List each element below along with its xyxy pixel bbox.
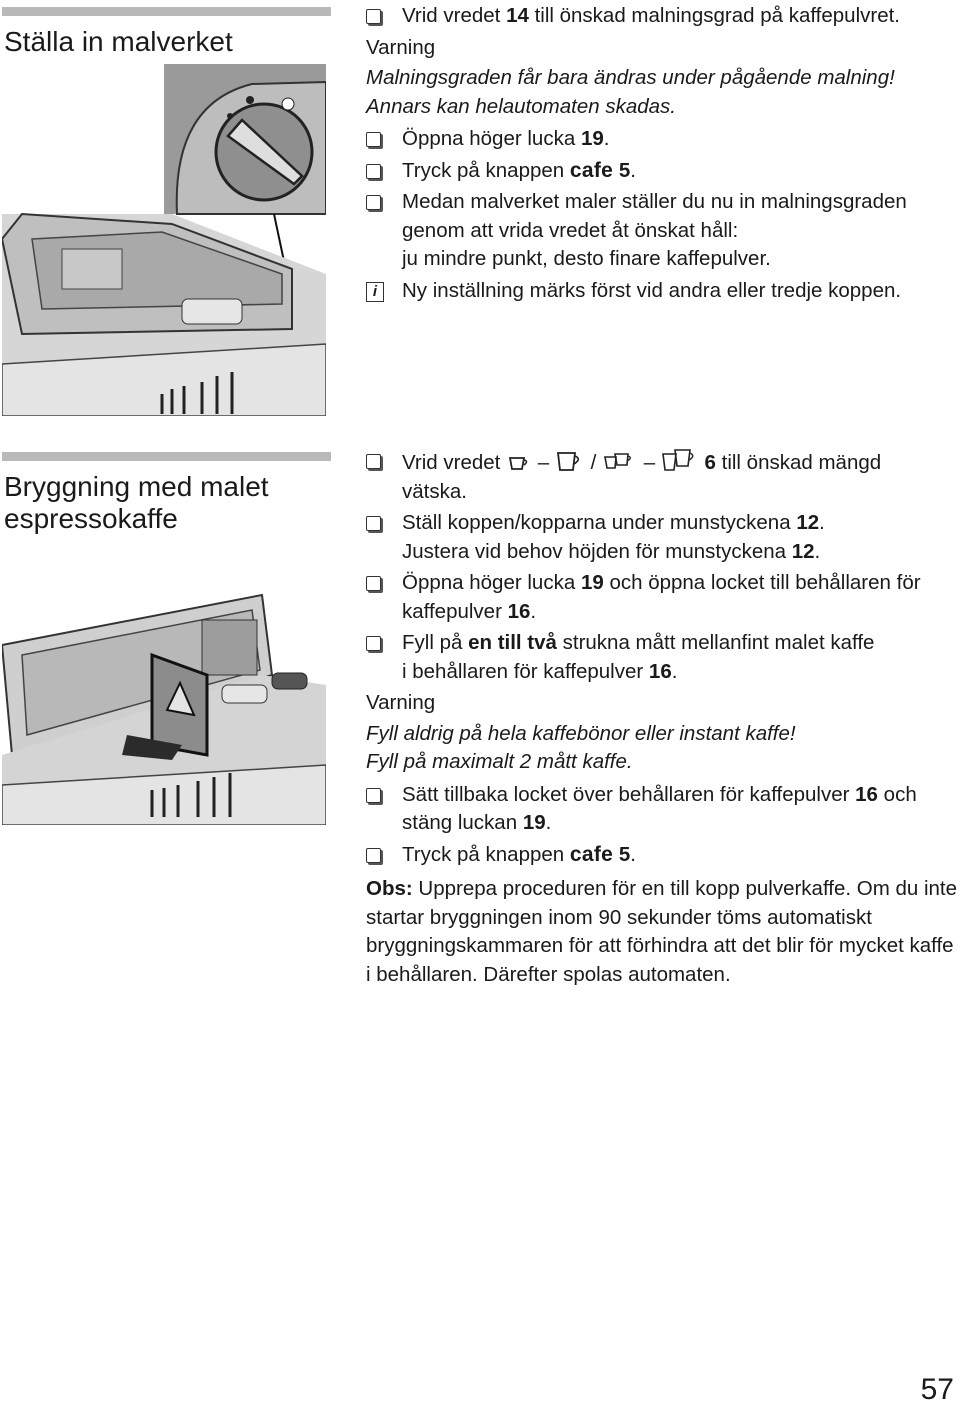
- two-large-cups-icon: [661, 447, 699, 473]
- warning-text: Fyll aldrig på hela kaffebönor eller instant kaffe! Fyll på maximalt 2 mått kaffe.: [366, 721, 796, 773]
- list-item: Vrid vredet 14 till önskad malningsgrad på kaffepulvret.: [366, 2, 960, 31]
- checkbox-bullet-icon: [366, 636, 381, 651]
- checkbox-bullet-icon: [366, 788, 381, 803]
- note-paragraph: Obs: Upprepa proceduren för en till kopp pulverkaffe. Om du inte startar bryggningen inom 90 sekunder töms automatiskt bryggningskammaren för att förhindra att det blir för mycket kaffe i behållaren. Därefter spolas automaten.: [366, 877, 958, 986]
- list-item: Vrid vredet – / – 6 till önskad mängd vätska.: [366, 447, 960, 506]
- warning-text: Malningsgraden får bara ändras under pågående malning! Annars kan helautomaten skadas.: [366, 66, 895, 118]
- grinder-dial-illustration: [2, 64, 326, 416]
- warning-label: Varning: [366, 35, 436, 59]
- small-cup-icon: [506, 451, 532, 473]
- checkbox-bullet-icon: [366, 454, 381, 469]
- list-item: Tryck på knappen cafe 5.: [366, 841, 960, 870]
- checkbox-bullet-icon: [366, 9, 381, 24]
- section2-instructions: [366, 447, 960, 989]
- list-item: Fyll på en till två strukna mått mellanfint malet kaffe i behållaren för kaffepulver 16.: [366, 629, 960, 686]
- checkbox-bullet-icon: [366, 576, 381, 591]
- section-title: Ställa in malverket: [4, 26, 233, 57]
- info-note: i Ny inställning märks först vid andra eller tredje koppen.: [366, 277, 960, 306]
- two-small-cups-icon: [602, 449, 638, 473]
- coffee-powder-compartment-illustration: [2, 585, 326, 825]
- checkbox-bullet-icon: [366, 195, 381, 210]
- checkbox-bullet-icon: [366, 516, 381, 531]
- checkbox-bullet-icon: [366, 132, 381, 147]
- section1-instructions: [366, 2, 960, 308]
- coffee-machine-lid-drawing: [2, 585, 326, 825]
- list-item: Öppna höger lucka 19.: [366, 125, 960, 154]
- list-item: Sätt tillbaka locket över behållaren för kaffepulver 16 och stäng luckan 19.: [366, 781, 960, 838]
- warning-label: Varning: [366, 691, 436, 714]
- cafe-button-label: cafe: [569, 158, 614, 182]
- section-title: Bryggning med malet espressokaffe: [4, 471, 269, 534]
- checkbox-bullet-icon: [366, 164, 381, 179]
- checkbox-bullet-icon: [366, 848, 381, 863]
- list-item: Öppna höger lucka 19 och öppna locket till behållaren för kaffepulver 16.: [366, 569, 960, 626]
- page-number: 57: [920, 1373, 954, 1406]
- list-item: Ställ koppen/kopparna under munstyckena 12. Justera vid behov höjden för munstyckena 12.: [366, 509, 960, 566]
- note-label: Obs:: [366, 877, 413, 900]
- cafe-button-label: cafe: [569, 842, 614, 866]
- list-item: Medan malverket maler ställer du nu in malningsgraden genom att vrida vredet åt önskat håll: ju mindre punkt, desto finare kaffepulver.: [366, 188, 960, 274]
- section-rule: [2, 452, 331, 461]
- coffee-machine-dial-drawing: [2, 64, 326, 416]
- large-cup-icon: [555, 449, 585, 473]
- info-icon: i: [366, 282, 384, 302]
- section-rule: [2, 7, 331, 16]
- list-item: Tryck på knappen cafe 5.: [366, 157, 960, 186]
